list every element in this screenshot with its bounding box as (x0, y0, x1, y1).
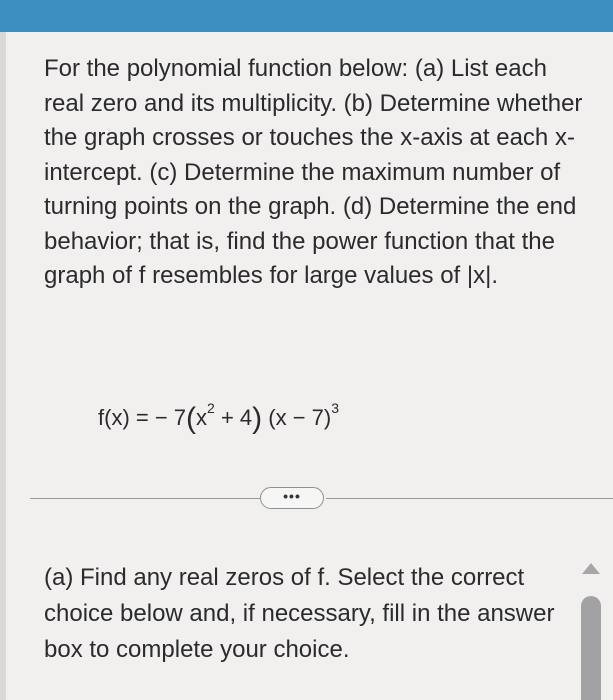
part-a-instructions: (a) Find any real zeros of f. Select the correct choice below and, if necessary, fill in the answer box to complete your choice. (44, 564, 555, 663)
formula-term2-exponent: 3 (331, 400, 340, 416)
scrollbar-thumb[interactable] (581, 596, 601, 700)
top-header-bar (0, 0, 613, 32)
polynomial-formula (98, 398, 339, 439)
formula-term1-base: x (196, 405, 208, 430)
formula-open-paren: ( (186, 402, 197, 435)
section-divider-right (326, 498, 613, 499)
section-divider-left (30, 498, 260, 499)
formula-term1-rest: + 4 (214, 405, 253, 430)
left-edge-border (0, 32, 6, 700)
formula-close-paren: ) (252, 402, 263, 435)
formula-term1-exponent: 2 (207, 400, 215, 416)
expand-more-button[interactable]: ••• (260, 487, 324, 509)
formula-lhs: f(x) = − 7 (98, 405, 187, 430)
scroll-up-arrow-icon[interactable] (582, 563, 600, 574)
question-text: For the polynomial function below: (a) List each real zero and its multiplicity. (b) Determine whether the graph crosses or touches the x-axis at each x-intercept. (c) Determine the maximum number of turning points on the graph. (d) Determine the end behavior; that is, find the power function that the graph of f resembles for large values of |x|. (44, 55, 583, 289)
formula-term2: (x − 7) (262, 405, 332, 430)
